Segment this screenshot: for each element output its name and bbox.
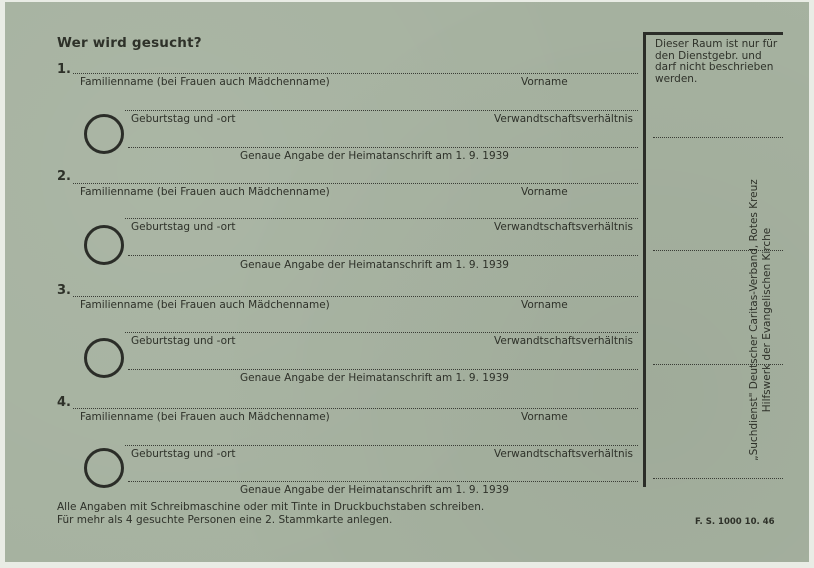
birth-field-line[interactable] xyxy=(125,218,638,219)
instructions xyxy=(57,501,484,527)
birth-field-line[interactable] xyxy=(125,110,638,111)
birth-label: Geburtstag und -ort xyxy=(131,221,236,233)
address-label: Genaue Angabe der Heimatanschrift am 1. 9. 1939 xyxy=(240,259,509,271)
address-label: Genaue Angabe der Heimatanschrift am 1. 9. 1939 xyxy=(240,372,509,384)
address-field-line[interactable] xyxy=(128,369,638,370)
search-card xyxy=(5,2,809,562)
first-name-label: Vorname xyxy=(521,411,568,423)
name-field-line[interactable] xyxy=(73,296,638,297)
office-field-line[interactable] xyxy=(653,137,783,138)
entry-number: 4. xyxy=(57,395,71,410)
card-title: Wer wird gesucht? xyxy=(57,35,202,51)
surname-label: Familienname (bei Frauen auch Mädchenname) xyxy=(80,411,330,423)
address-field-line[interactable] xyxy=(128,147,638,148)
birth-label: Geburtstag und -ort xyxy=(131,448,236,460)
form-number: F. S. 1000 10. 46 xyxy=(695,517,775,527)
name-field-line[interactable] xyxy=(73,73,638,74)
organisation-imprint xyxy=(741,157,781,482)
office-column-rule xyxy=(643,32,646,487)
surname-label: Familienname (bei Frauen auch Mädchenname) xyxy=(80,76,330,88)
first-name-label: Vorname xyxy=(521,299,568,311)
first-name-label: Vorname xyxy=(521,186,568,198)
first-name-label: Vorname xyxy=(521,76,568,88)
relation-label: Verwandtschaftsverhältnis xyxy=(494,448,634,460)
name-field-line[interactable] xyxy=(73,408,638,409)
birth-label: Geburtstag und -ort xyxy=(131,113,236,125)
birth-field-line[interactable] xyxy=(125,332,638,333)
address-label: Genaue Angabe der Heimatanschrift am 1. 9. 1939 xyxy=(240,484,509,496)
relation-label: Verwandtschaftsverhältnis xyxy=(494,221,634,233)
surname-label: Familienname (bei Frauen auch Mädchenname) xyxy=(80,186,330,198)
entry-circle xyxy=(84,448,124,488)
instruction-line-2: Für mehr als 4 gesuchte Personen eine 2. Stammkarte anlegen. xyxy=(57,514,393,526)
address-field-line[interactable] xyxy=(128,255,638,256)
relation-label: Verwandtschaftsverhältnis xyxy=(494,335,634,347)
entry-number: 2. xyxy=(57,169,71,184)
birth-label: Geburtstag und -ort xyxy=(131,335,236,347)
entry-number: 3. xyxy=(57,283,71,298)
address-label: Genaue Angabe der Heimatanschrift am 1. 9. 1939 xyxy=(240,150,509,162)
surname-label: Familienname (bei Frauen auch Mädchenname) xyxy=(80,299,330,311)
address-field-line[interactable] xyxy=(128,481,638,482)
birth-field-line[interactable] xyxy=(125,445,638,446)
entry-circle xyxy=(84,114,124,154)
office-use-note: Dieser Raum ist nur für den Dienstgebr. und darf nicht beschrieben werden. xyxy=(655,38,778,85)
office-column-top-rule xyxy=(643,32,783,35)
imprint-line-2: Hilfswerk der Evangelischen Kirche xyxy=(761,227,773,412)
relation-label: Verwandtschaftsverhältnis xyxy=(494,113,634,125)
entry-number: 1. xyxy=(57,62,71,77)
imprint-line-1: „Suchdienst" Deutscher Caritas-Verband, Rotes Kreuz xyxy=(748,178,760,461)
instruction-line-1: Alle Angaben mit Schreibmaschine oder mit Tinte in Druckbuchstaben schreiben. xyxy=(57,501,485,513)
name-field-line[interactable] xyxy=(73,183,638,184)
entry-circle xyxy=(84,338,124,378)
entry-circle xyxy=(84,225,124,265)
